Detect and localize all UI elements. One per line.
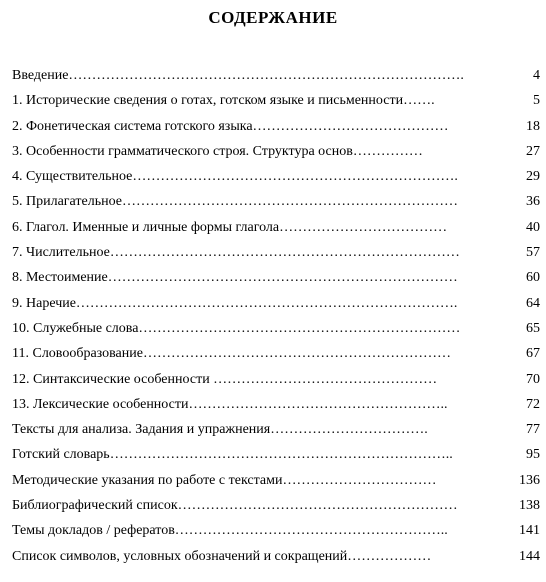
toc-entry-page: 138 bbox=[519, 498, 540, 514]
page-title: СОДЕРЖАНИЕ bbox=[208, 8, 338, 27]
toc-entry-title: 9. Наречие………………………………………………………………………. bbox=[12, 295, 458, 311]
toc-entry-page: 95 bbox=[526, 447, 540, 463]
toc-entry[interactable] bbox=[12, 319, 540, 344]
toc-entry[interactable] bbox=[12, 66, 540, 91]
toc-entry-page: 72 bbox=[526, 396, 540, 412]
toc-entry-title: 8. Местоимение………………………………………………………………… bbox=[12, 270, 458, 286]
toc-entry-page: 77 bbox=[526, 422, 540, 438]
toc-entry-page: 60 bbox=[526, 270, 540, 286]
toc-entry[interactable] bbox=[12, 117, 540, 142]
toc-entry[interactable] bbox=[12, 547, 540, 572]
toc-entry-page: 27 bbox=[526, 143, 540, 159]
toc-entry-page: 67 bbox=[526, 346, 540, 362]
toc-entry-title: 4. Существительное……………………………………………………………. bbox=[12, 169, 458, 185]
toc-entry[interactable] bbox=[12, 471, 540, 496]
toc-entry-page: 141 bbox=[519, 523, 540, 539]
toc-entry-title: 6. Глагол. Именные и личные формы глагола……………………………… bbox=[12, 219, 448, 235]
toc-entry-page: 5 bbox=[533, 93, 540, 109]
toc-entry[interactable] bbox=[12, 218, 540, 243]
toc-entry[interactable] bbox=[12, 370, 540, 395]
toc-entry[interactable] bbox=[12, 91, 540, 116]
toc-entry[interactable] bbox=[12, 344, 540, 369]
toc-entry[interactable] bbox=[12, 243, 540, 268]
toc-entry-title: Методические указания по работе с текстами…………………………… bbox=[12, 472, 437, 488]
toc-entry[interactable] bbox=[12, 167, 540, 192]
toc-entry-title: Тексты для анализа. Задания и упражнения……………………………. bbox=[12, 422, 428, 438]
toc-entry-title: 11. Словообразование………………………………………………………… bbox=[12, 346, 451, 362]
toc-entry-page: 136 bbox=[519, 472, 540, 488]
toc-entry-page: 64 bbox=[526, 295, 540, 311]
toc-entry-page: 29 bbox=[526, 169, 540, 185]
toc-entry-title: 3. Особенности грамматического строя. Структура основ…………… bbox=[12, 143, 423, 159]
toc-entry-title: Готский словарь……………………………………………………………….. bbox=[12, 447, 453, 463]
toc-entry-title: 2. Фонетическая система готского языка…………………………………… bbox=[12, 118, 449, 134]
toc-entry-title: 10. Служебные слова…………………………………………………………… bbox=[12, 320, 461, 336]
toc-entry[interactable] bbox=[12, 395, 540, 420]
toc-entry[interactable] bbox=[12, 521, 540, 546]
toc-entry-page: 144 bbox=[519, 548, 540, 564]
toc-entry[interactable] bbox=[12, 268, 540, 293]
toc-entry-title: 12. Синтаксические особенности ………………………………………… bbox=[12, 371, 438, 387]
toc-entry-page: 65 bbox=[526, 320, 540, 336]
toc-entry-title: Введение…………………………………………………………………………. bbox=[12, 68, 464, 83]
toc-entry-page: 57 bbox=[526, 245, 540, 261]
toc-entry-title: Библиографический список…………………………………………………… bbox=[12, 498, 458, 514]
toc-entry[interactable] bbox=[12, 142, 540, 167]
toc-entry-title: Темы докладов / рефератов………………………………………………….. bbox=[12, 523, 448, 539]
toc-entry[interactable] bbox=[12, 192, 540, 217]
toc-entry-page: 18 bbox=[526, 118, 540, 134]
toc-entry[interactable] bbox=[12, 445, 540, 470]
toc-entry-page: 70 bbox=[526, 371, 540, 387]
toc-entry-page: 40 bbox=[526, 219, 540, 235]
toc-entry[interactable] bbox=[12, 294, 540, 319]
toc-entry-page: 4 bbox=[533, 68, 540, 83]
toc-entry-title: 1. Исторические сведения о готах, готском языке и письменности……. bbox=[12, 93, 435, 109]
table-of-contents bbox=[12, 66, 540, 572]
toc-entry-title: 13. Лексические особенности……………………………………………….. bbox=[12, 396, 448, 412]
toc-entry-title: 5. Прилагательное……………………………………………………………… bbox=[12, 194, 458, 210]
toc-entry-page: 36 bbox=[526, 194, 540, 210]
toc-entry-title: 7. Числительное………………………………………………………………… bbox=[12, 245, 460, 261]
toc-entry-title: Список символов, условных обозначений и сокращений……………… bbox=[12, 548, 432, 564]
toc-entry[interactable] bbox=[12, 420, 540, 445]
toc-entry[interactable] bbox=[12, 496, 540, 521]
